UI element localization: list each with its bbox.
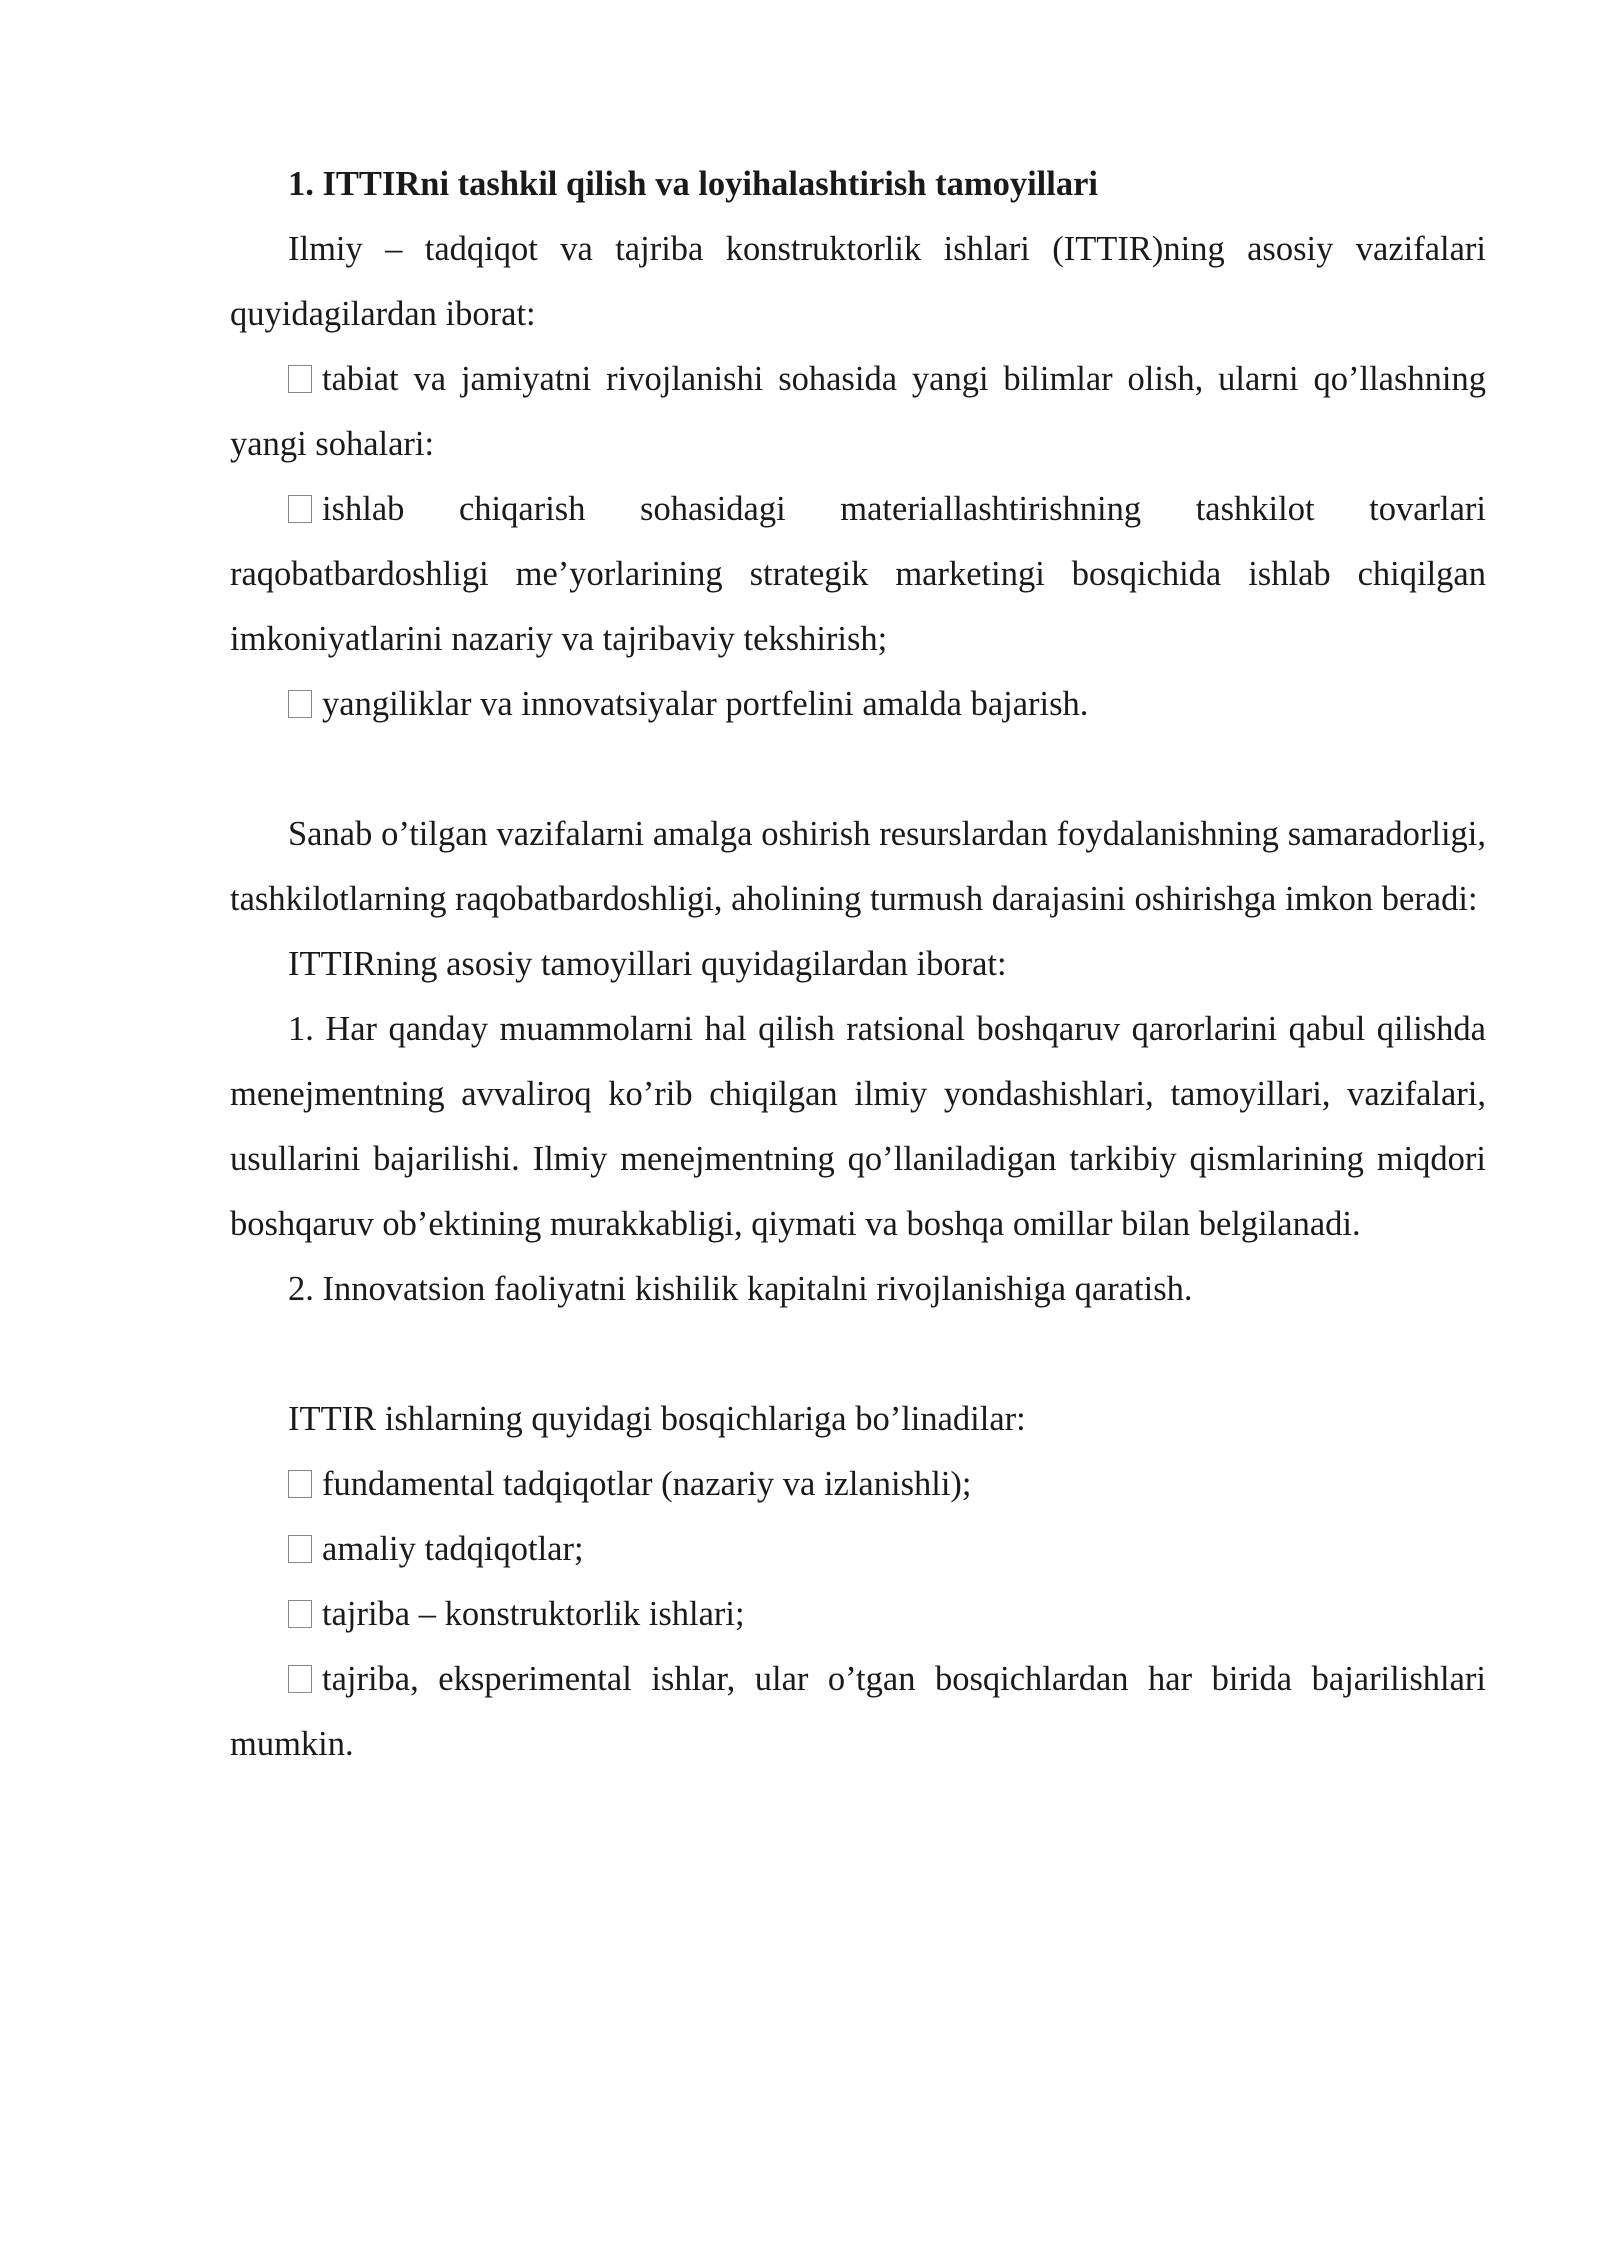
task-item — [230, 347, 1486, 477]
principles-intro: ITTIRning asosiy tamoyillari quyidagilardan iborat: — [288, 945, 1007, 983]
bullet-icon — [288, 1665, 312, 1693]
principle-item: 1. Har qanday muammolarni hal qilish ratsional boshqaruv qarorlarini qabul qilishda menejmentning avvaliroq ko’rib chiqilgan ilmiy yondashishlari, tamoyillari, vazifalari, usullarini bajarilishi. Ilmiy menejmentning qo’llaniladigan tarkibiy qismlarining miqdori boshqaruv ob’ektining murakkabligi, qiymati va boshqa omillar bilan belgilanadi. — [230, 1010, 1486, 1243]
bullet-icon — [288, 1470, 312, 1498]
section-heading: 1. ITTIRni tashkil qilish va loyihalashtirish tamoyillari — [288, 165, 1098, 203]
bullet-icon — [288, 495, 312, 523]
stage-text: tajriba, eksperimental ishlar, ular o’tgan bosqichlardan har birida bajarilishlari mumkin. — [230, 1660, 1486, 1763]
paragraph-spacer — [230, 1322, 1486, 1387]
bullet-icon — [288, 365, 312, 393]
principle-item: 2. Innovatsion faoliyatni kishilik kapitalni rivojlanishiga qaratish. — [288, 1270, 1193, 1308]
stage-item — [230, 1647, 1486, 1777]
stage-item — [230, 1582, 1486, 1647]
stage-text: fundamental tadqiqotlar (nazariy va izlanishli); — [322, 1465, 972, 1503]
stage-item — [230, 1517, 1486, 1582]
paragraph-spacer — [230, 737, 1486, 802]
task-item — [230, 672, 1486, 737]
intro-paragraph: Ilmiy – tadqiqot va tajriba konstruktorlik ishlari (ITTIR)ning asosiy vazifalari quyidagilardan iborat: — [230, 230, 1486, 333]
bullet-icon — [288, 1535, 312, 1563]
stage-text: amaliy tadqiqotlar; — [322, 1530, 584, 1568]
stages-intro: ITTIR ishlarning quyidagi bosqichlariga bo’linadilar: — [288, 1400, 1026, 1438]
document-body — [230, 152, 1486, 1777]
stage-item — [230, 1452, 1486, 1517]
task-text: tabiat va jamiyatni rivojlanishi sohasida yangi bilimlar olish, ularni qo’llashning yangi sohalari: — [230, 360, 1486, 463]
stage-text: tajriba – konstruktorlik ishlari; — [322, 1595, 745, 1633]
task-text: ishlab chiqarish sohasidagi materiallashtirishning tashkilot tovarlari raqobatbardoshligi me’yorlarining strategik marketingi bosqichida ishlab chiqilgan imkoniyatlarini nazariy va tajribaviy tekshirish; — [230, 490, 1486, 658]
result-paragraph: Sanab o’tilgan vazifalarni amalga oshirish resurslardan foydalanishning samaradorligi, tashkilotlarning raqobatbardoshligi, aholining turmush darajasini oshirishga imkon beradi: — [230, 815, 1486, 918]
task-item — [230, 477, 1486, 672]
bullet-icon — [288, 1600, 312, 1628]
bullet-icon — [288, 690, 312, 718]
task-text: yangiliklar va innovatsiyalar portfelini amalda bajarish. — [322, 685, 1089, 723]
